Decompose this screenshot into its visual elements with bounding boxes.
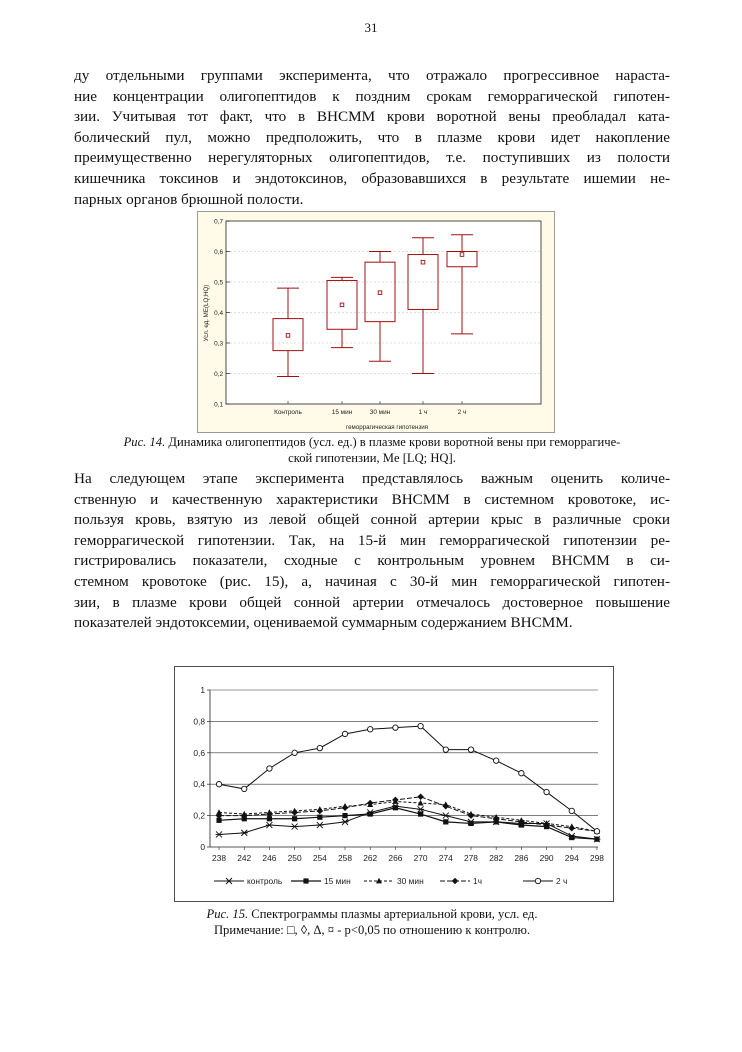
data-point — [468, 747, 473, 752]
y-tick-label: 0 — [200, 842, 205, 852]
data-point — [267, 766, 272, 771]
data-point — [216, 782, 221, 787]
x-tick-label: 278 — [463, 853, 478, 863]
y-tick-label: 0,3 — [214, 340, 223, 348]
legend-marker — [535, 878, 540, 883]
x-tick-label: 30 мин — [369, 409, 391, 416]
x-tick-label: 286 — [514, 853, 529, 863]
data-point — [493, 758, 498, 763]
paragraph-2-line: показателей эндотоксемии, оцениваемой суммарным содержанием ВНСММ. — [74, 614, 573, 632]
legend-marker — [303, 878, 308, 883]
figure-15-label: Рис. 15. — [206, 907, 249, 921]
data-point — [342, 731, 347, 736]
x-tick-label: 246 — [262, 853, 277, 863]
box-median-marker — [286, 334, 290, 338]
x-tick-label: 242 — [237, 853, 252, 863]
figure-15-caption — [74, 906, 670, 922]
line-chart-svg — [174, 666, 614, 902]
paragraph-1-line: кишечника токсинов и эндотоксинов, образовавшихся в результате ишемии не- — [74, 169, 670, 187]
data-point — [317, 815, 322, 820]
paragraph-2-line: стемном кровотоке (рис. 15), а, начиная с 30-й мин геморрагической гипотен- — [74, 572, 670, 590]
data-point — [519, 771, 524, 776]
data-point — [292, 816, 297, 821]
paragraph-1-line: ние концентрации олигопептидов к поздним срокам геморрагической гипотен- — [74, 87, 670, 105]
paragraph-1 — [74, 66, 670, 210]
data-point — [418, 723, 423, 728]
data-point — [544, 789, 549, 794]
figure-15-caption-text: Спектрограммы плазмы артериальной крови, усл. ед. — [251, 907, 538, 921]
paragraph-1-line: зии. Учитывая тот факт, что в ВНСММ крови воротной вены преобладал ката- — [74, 108, 670, 126]
data-point — [418, 811, 423, 816]
paragraph-2-line: геморрагической гипотензии. Так, на 15-й мин геморрагической гипотензии ре- — [74, 531, 670, 549]
data-point — [242, 786, 247, 791]
data-point — [594, 837, 599, 842]
box-median-marker — [340, 303, 344, 307]
data-point — [569, 808, 574, 813]
x-tick-label: 258 — [338, 853, 353, 863]
data-point — [443, 819, 448, 824]
y-axis-label: Усл. ед. ME(LQ;HQ) — [203, 284, 210, 342]
x-tick-label: 266 — [388, 853, 403, 863]
y-tick-label: 0,2 — [193, 810, 205, 821]
figure-14-caption-text: Динамика олигопептидов (усл. ед.) в плазме крови воротной вены при геморрагиче- — [168, 435, 621, 449]
paragraph-2-line: ственную и качественную характеристики ВНСММ в системном кровотоке, ис- — [74, 490, 670, 508]
paragraph-1-line: ду отдельными группами эксперимента, что отражало прогрессивное нараста- — [74, 67, 670, 84]
x-tick-label: 15 мин — [331, 409, 353, 416]
paragraph-2-line: На следующем этапе эксперимента представлялось важным оценить количе- — [74, 470, 670, 487]
x-tick-label: 238 — [212, 853, 227, 863]
x-tick-label: 1 ч — [418, 409, 428, 416]
figure-14-label: Рис. 14. — [123, 435, 166, 449]
x-tick-label: Контроль — [274, 409, 302, 416]
x-tick-label: 250 — [287, 853, 302, 863]
paragraph-2-line: гистрировались показатели, сходные с контрольным уровнем ВНСММ в си- — [74, 552, 670, 570]
figure-14-caption-line2: ской гипотензии, Me [LQ; HQ]. — [288, 451, 456, 465]
legend-label: контроль — [247, 876, 283, 886]
data-point — [368, 811, 373, 816]
y-tick-label: 0,2 — [214, 371, 223, 378]
data-point — [594, 829, 599, 834]
x-tick-label: 290 — [539, 853, 554, 863]
data-point — [443, 747, 448, 752]
legend-label: 15 мин — [324, 876, 351, 886]
paragraph-2-line: зии, в плазме крови общей сонной артерии отмечалось достоверное повышение — [74, 593, 670, 611]
box-median-marker — [460, 253, 464, 257]
x-tick-label: 294 — [564, 853, 579, 863]
paragraph-2-line: пользуя кровь, взятую из левой общей сонной артерии крыс в различные сроки — [74, 511, 670, 529]
x-tick-label: 270 — [413, 853, 428, 863]
y-tick-label: 0,6 — [214, 249, 223, 256]
figure-15-line-chart — [174, 666, 614, 902]
data-point — [342, 813, 347, 818]
x-tick-label: 298 — [589, 853, 604, 863]
data-point — [393, 725, 398, 730]
data-point — [569, 835, 574, 840]
x-tick-label: 262 — [363, 853, 378, 863]
data-point — [393, 805, 398, 810]
legend-label: 1ч — [473, 876, 483, 886]
legend-label: 30 мин — [397, 876, 424, 886]
y-tick-label: 0,8 — [193, 716, 205, 727]
figure-14-boxplot — [197, 211, 555, 433]
y-tick-label: 1 — [200, 685, 205, 695]
y-tick-label: 0,6 — [193, 747, 205, 758]
paragraph-1-line: преимущественно нерегуляторных олигопептидов, т.е. поступивших из полости — [74, 149, 670, 167]
y-tick-label: 0,4 — [214, 310, 223, 317]
paragraph-2 — [74, 469, 670, 634]
data-point — [292, 750, 297, 755]
boxplot-svg — [197, 211, 555, 433]
x-tick-label: 282 — [489, 853, 504, 863]
x-tick-label: 274 — [438, 853, 453, 863]
figure-15-note: Примечание: □, ◊, Δ, ¤ - p<0,05 по отношению к контролю. — [213, 923, 531, 937]
figure-14-caption — [74, 434, 670, 466]
box-median-marker — [421, 260, 425, 264]
y-tick-label: 0,7 — [214, 218, 223, 226]
y-tick-label: 0,5 — [214, 279, 223, 287]
data-point — [368, 727, 373, 732]
x-axis-label: геморрагическая гипотензия — [345, 424, 429, 431]
page-number: 31 — [364, 20, 378, 35]
box-median-marker — [378, 291, 382, 295]
data-point — [317, 745, 322, 750]
paragraph-1-line: болический пул, можно предположить, что в плазме крови идет накопление — [74, 128, 670, 146]
data-point — [468, 821, 473, 826]
y-tick-label: 0,1 — [214, 401, 223, 409]
legend-label: 2 ч — [556, 876, 568, 886]
y-tick-label: 0,4 — [193, 779, 205, 790]
x-tick-label: 2 ч — [457, 409, 467, 416]
paragraph-1-line: парных органов брюшной полости. — [74, 190, 304, 208]
x-tick-label: 254 — [312, 853, 327, 863]
